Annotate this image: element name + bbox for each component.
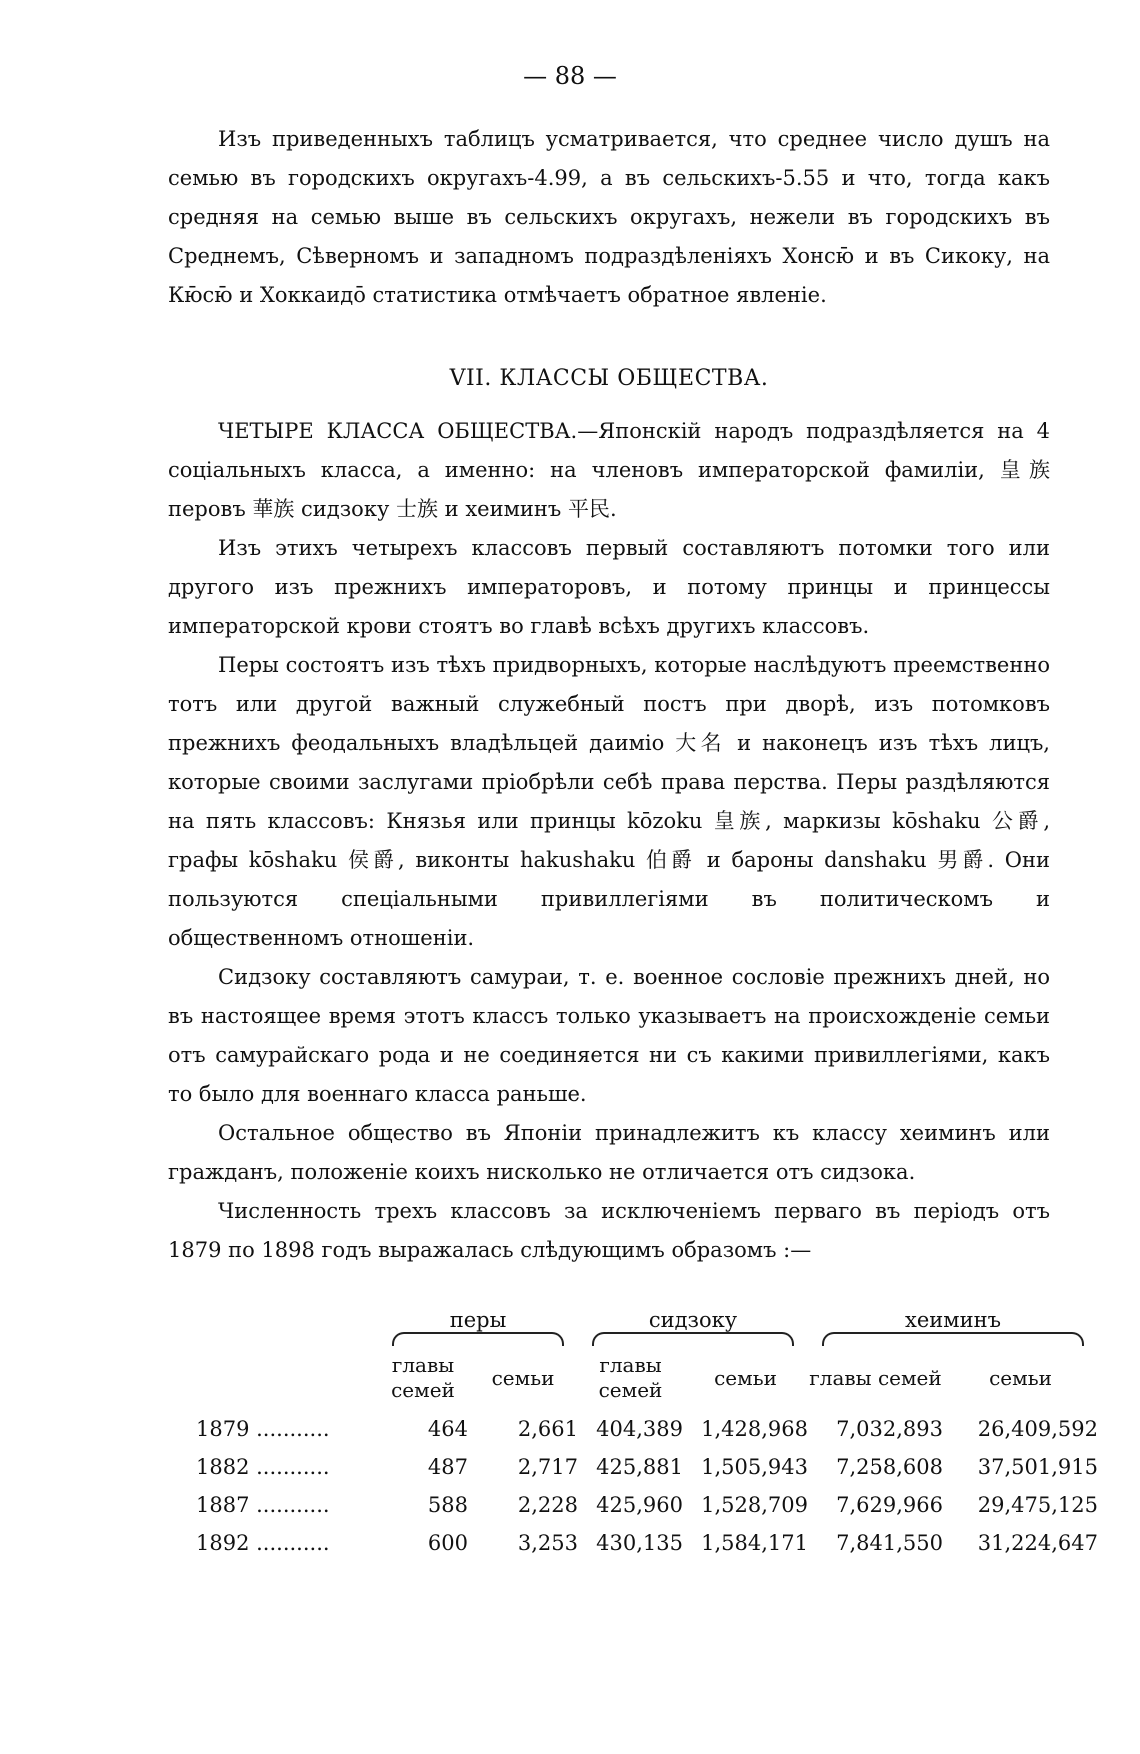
table-cell: 2,228 bbox=[517, 1493, 578, 1517]
table-cell: 29,475,125 bbox=[977, 1493, 1098, 1517]
table-cell: 2,661 bbox=[517, 1417, 578, 1441]
table-cell: 425,881 bbox=[596, 1455, 683, 1479]
table-cell: 7,841,550 bbox=[836, 1531, 943, 1555]
subheader-cell: семьи bbox=[989, 1365, 1052, 1390]
table-cell: 2,717 bbox=[517, 1455, 578, 1479]
table-cell: 588 bbox=[427, 1493, 468, 1517]
population-table bbox=[188, 1296, 1098, 1562]
subheader-cell: главы семей bbox=[391, 1353, 455, 1402]
paragraph-1: Изъ приведенныхъ таблицъ усматривается, что среднее число душъ на семью въ городскихъ округахъ-4.99, а въ сельскихъ-5.55 и что, тогда какъ средняя на семью выше въ сельскихъ округахъ, нежели въ городскихъ въ Среднемъ, Сѣверномъ и западномъ подраздѣленіяхъ Хонсю̄ и въ Сикоку, на Кю̄сю̄ и Хоккаидо̄ статистика отмѣчаетъ обратное явленіе. bbox=[168, 127, 1050, 307]
group-header-heimin: хеиминъ bbox=[905, 1308, 1001, 1332]
subheader-cell: главы семей bbox=[598, 1353, 663, 1402]
subheader-cell: семьи bbox=[714, 1365, 777, 1390]
group-brace bbox=[592, 1332, 794, 1346]
table-row bbox=[188, 1486, 1098, 1524]
year-cell: 1887 ........... bbox=[196, 1493, 330, 1517]
body-text bbox=[168, 120, 1050, 1270]
table-row bbox=[188, 1524, 1098, 1562]
table-cell: 600 bbox=[427, 1531, 468, 1555]
year-cell: 1892 ........... bbox=[196, 1531, 330, 1555]
group-header-pery: перы bbox=[449, 1308, 507, 1332]
table-cell: 1,505,943 bbox=[701, 1455, 808, 1479]
table-cell: 7,629,966 bbox=[836, 1493, 943, 1517]
table-row bbox=[188, 1410, 1098, 1448]
year-cell: 1879 ........... bbox=[196, 1417, 330, 1441]
subheader-cell: семьи bbox=[491, 1365, 555, 1390]
table-cell: 487 bbox=[427, 1455, 468, 1479]
paragraph-imperial: Изъ этихъ четырехъ классовъ первый составляютъ потомки того или другого изъ прежнихъ императоровъ, и потому принцы и принцессы императорской крови стоятъ во главѣ всѣхъ другихъ классовъ. bbox=[168, 536, 1050, 638]
table-group-header-row bbox=[188, 1296, 1098, 1332]
table-cell: 37,501,915 bbox=[977, 1455, 1098, 1479]
table-cell: 3,253 bbox=[517, 1531, 578, 1555]
page-number: — 88 — bbox=[523, 62, 617, 90]
table-cell: 7,032,893 bbox=[836, 1417, 943, 1441]
paragraph-shizoku: Сидзоку составляютъ самураи, т. е. военное сословіе прежнихъ дней, но въ настоящее время этотъ классъ только указываетъ на происхожденіе семьи отъ самурайскаго рода и не соединяется ни съ какими привиллегіями, какъ то было для военнаго класса раньше. bbox=[168, 965, 1050, 1106]
section-body: —Японскій народъ подраздѣляется на 4 соціальныхъ класса, а именно: на членовъ императорской фамиліи, 皇族 перовъ 華族 сидзоку 士族 и хеиминъ 平民. bbox=[168, 419, 1050, 521]
subheader-cell: главы семей bbox=[809, 1365, 942, 1390]
table-subheader-row bbox=[188, 1346, 1098, 1410]
table-cell: 464 bbox=[427, 1417, 468, 1441]
group-header-shizoku: сидзоку bbox=[648, 1308, 738, 1332]
table-cell: 404,389 bbox=[596, 1417, 683, 1441]
table-cell: 425,960 bbox=[596, 1493, 683, 1517]
paragraph-numbers-intro: Численность трехъ классовъ за исключеніемъ перваго въ періодъ отъ 1879 по 1898 годъ выражалась слѣдующимъ образомъ :— bbox=[168, 1199, 1050, 1262]
section-title: ЧЕТЫРЕ КЛАССА ОБЩЕСТВА. bbox=[218, 419, 578, 443]
table-cell: 430,135 bbox=[596, 1531, 683, 1555]
table-brace-row bbox=[188, 1332, 1098, 1346]
table-cell: 7,258,608 bbox=[836, 1455, 943, 1479]
chapter-heading: VII. КЛАССЫ ОБЩЕСТВА. bbox=[449, 366, 769, 391]
table-cell: 1,528,709 bbox=[701, 1493, 808, 1517]
paragraph-peers: Перы состоятъ изъ тѣхъ придворныхъ, которые наслѣдуютъ преемственно тотъ или другой важный служебный постъ при дворѣ, изъ потомковъ прежнихъ феодальныхъ владѣльцей даиміо 大名 и наконецъ изъ тѣхъ лицъ, которые своими заслугами пріобрѣли себѣ права перства. Перы раздѣляются на пять классовъ: Князья или принцы kōzoku 皇族, маркизы kōshaku 公爵, графы kōshaku 侯爵, виконты hakushaku 伯爵 и бароны danshaku 男爵. Они пользуются спеціальными привиллегіями въ политическомъ и общественномъ отношеніи. bbox=[168, 653, 1050, 950]
paragraph-classes-intro bbox=[168, 412, 1050, 529]
table-row bbox=[188, 1448, 1098, 1486]
group-brace bbox=[822, 1332, 1084, 1346]
table-cell: 1,584,171 bbox=[701, 1531, 808, 1555]
paragraph-heimin: Остальное общество въ Японіи принадлежитъ къ классу хеиминъ или гражданъ, положеніе коихъ нисколько не отличается отъ сидзока. bbox=[168, 1121, 1050, 1184]
table-cell: 1,428,968 bbox=[701, 1417, 808, 1441]
table-cell: 31,224,647 bbox=[977, 1531, 1098, 1555]
table-cell: 26,409,592 bbox=[977, 1417, 1098, 1441]
group-brace bbox=[392, 1332, 564, 1346]
year-cell: 1882 ........... bbox=[196, 1455, 330, 1479]
